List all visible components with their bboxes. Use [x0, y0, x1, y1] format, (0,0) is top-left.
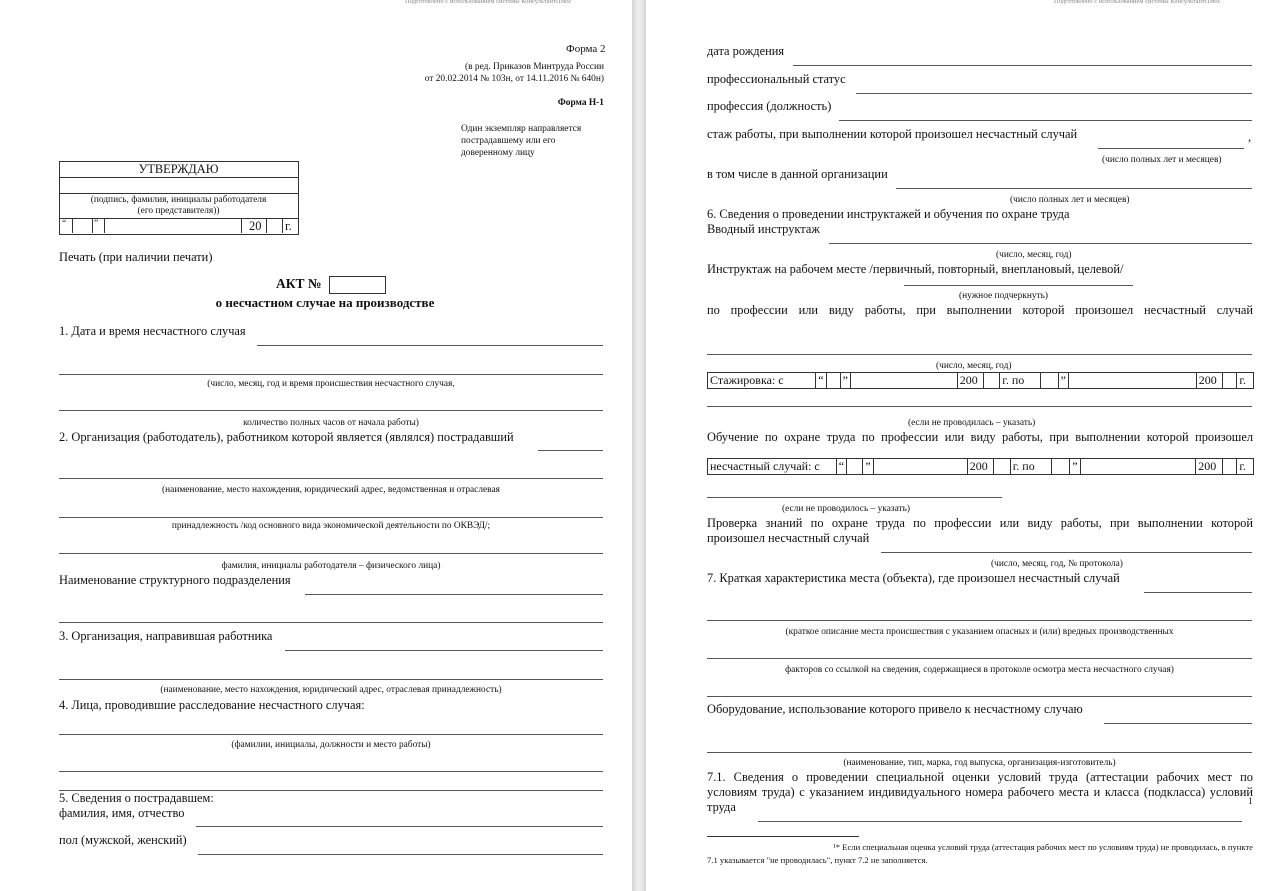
- section-7-hint-2: факторов со ссылкой на сведения, содержащиеся в протоколе осмотра места несчастного случая): [785, 665, 1174, 675]
- training-to: г. по: [1010, 459, 1051, 475]
- check-line[interactable]: [881, 552, 1252, 553]
- training-year-to-suffix[interactable]: [1222, 459, 1236, 475]
- internship-year-to: 200: [1196, 373, 1223, 389]
- prof-status-line[interactable]: [856, 93, 1252, 94]
- approve-quote-open: “: [62, 219, 67, 229]
- document-page-left: [0, 0, 632, 891]
- section-7-line-3[interactable]: [707, 658, 1252, 659]
- section-4-line-1[interactable]: [59, 734, 603, 735]
- training-strip[interactable]: [707, 458, 1254, 475]
- training-month-to[interactable]: [1080, 459, 1196, 475]
- stamp-note: Печать (при наличии печати): [59, 250, 213, 264]
- header-note-right: Подготовлено с использованием системы КонсультантПлюс: [1054, 0, 1221, 5]
- section-71-line-1: 7.1. Сведения о проведении специальной оценки условий труда (аттестации рабочих мест по: [707, 770, 1253, 784]
- section-1-hint-2: количество полных часов от начала работы): [243, 418, 419, 428]
- section-7-title: 7. Краткая характеристика места (объекта), где произошел несчастный случай: [707, 571, 1120, 585]
- training-label: несчастный случай: с: [708, 459, 837, 475]
- section-4-hint: (фамилии, инициалы, должности и место работы): [231, 740, 431, 750]
- copy-note-2: пострадавшему или его: [461, 136, 556, 146]
- form-title: Форма 2: [566, 43, 606, 55]
- section-6-title: 6. Сведения о проведении инструктажей и обучения по охране труда: [707, 207, 1070, 221]
- by-profession-text: по профессии или виду работы, при выполнении которой произошел несчастный случай: [707, 303, 1253, 317]
- internship-g: г.: [1237, 373, 1254, 389]
- birth-label: дата рождения: [707, 44, 785, 58]
- experience-label: стаж работы, при выполнении которой произошел несчастный случай: [707, 127, 1078, 141]
- section-7-line-2[interactable]: [707, 620, 1252, 621]
- approve-year-suffix: г.: [285, 219, 292, 233]
- experience-hint-2: (число полных лет и месяцев): [1010, 195, 1130, 205]
- profession-line[interactable]: [839, 120, 1252, 121]
- equipment-line-2[interactable]: [707, 752, 1252, 753]
- victim-sex-line[interactable]: [198, 854, 603, 855]
- footnote-separator: [707, 836, 859, 837]
- workplace-briefing-label: Инструктаж на рабочем месте /первичный, повторный, внеплановый, целевой/: [707, 262, 1124, 276]
- section-2-hint-1: (наименование, место нахождения, юридический адрес, ведомственная и отраслевая: [162, 485, 500, 495]
- page-divider: [632, 0, 646, 891]
- act-number-box[interactable]: [329, 276, 386, 294]
- section-1-line-3[interactable]: [59, 410, 603, 411]
- internship-month-from[interactable]: [850, 373, 957, 389]
- check-text: Проверка знаний по охране труда по профессии или виду работы, при выполнении которой: [707, 516, 1253, 530]
- experience-hint-1: (число полных лет и месяцев): [1102, 155, 1222, 165]
- not-held-hint-2: (если не проводилось – указать): [782, 504, 910, 514]
- section-2-line-3[interactable]: [59, 517, 603, 518]
- copy-note-1: Один экземпляр направляется: [461, 124, 582, 134]
- experience-comma: ,: [1248, 130, 1252, 144]
- training-note-line[interactable]: [707, 497, 1002, 498]
- section-2-line-5[interactable]: [305, 594, 603, 595]
- section-1-hint-1: (число, месяц, год и время происшествия несчастного случая,: [207, 379, 455, 389]
- not-held-hint-1: (если не проводилась – указать): [908, 418, 1036, 428]
- section-2-line-4[interactable]: [59, 553, 603, 554]
- internship-year-from-suffix[interactable]: [984, 373, 1000, 389]
- section-2-line-1[interactable]: [538, 450, 603, 451]
- footnote-1: ¹* Если специальная оценка условий труда (аттестация рабочих мест по условиям труда) не проводилась, в пункте: [833, 842, 1253, 852]
- footnote-2: 7.1 указывается "не проводилась", пункт 7.2 не заполняется.: [707, 855, 928, 865]
- intro-briefing-label: Вводный инструктаж: [707, 222, 820, 236]
- internship-label: Стажировка: с: [708, 373, 816, 389]
- equipment-line-1[interactable]: [1104, 723, 1252, 724]
- approve-quote-close: ”: [94, 219, 99, 229]
- internship-month-to[interactable]: [1069, 373, 1197, 389]
- victim-name-line[interactable]: [196, 826, 603, 827]
- victim-sex-label: пол (мужской, женский): [59, 833, 187, 847]
- section-2-hint-2: принадлежность /код основного вида экономической деятельности по ОКВЭД/;: [171, 521, 491, 531]
- section-3-hint: (наименование, место нахождения, юридический адрес, отраслевая принадлежность): [160, 685, 502, 695]
- act-label: АКТ №: [276, 276, 322, 291]
- approve-year-prefix: 20: [249, 219, 262, 233]
- training-day-from[interactable]: [847, 459, 863, 475]
- section-7-line-4[interactable]: [707, 696, 1252, 697]
- birth-line[interactable]: [793, 65, 1252, 66]
- act-subtitle: о несчастном случае на производстве: [215, 295, 435, 310]
- training-g: г.: [1237, 459, 1254, 475]
- section-5-title: 5. Сведения о пострадавшем:: [59, 791, 214, 805]
- internship-day-from[interactable]: [826, 373, 840, 389]
- internship-to: г. по: [1000, 373, 1041, 389]
- prof-status-label: профессиональный статус: [707, 72, 846, 86]
- footnote-mark: 1: [1248, 797, 1253, 807]
- section-2-sub: Наименование структурного подразделения: [59, 573, 291, 587]
- header-note: Подготовлено с использованием системы КонсультантПлюс: [405, 0, 572, 5]
- section-71-line[interactable]: [758, 821, 1242, 822]
- training-quote-open: “: [836, 459, 846, 475]
- internship-year-from: 200: [957, 373, 984, 389]
- section-4-line-2[interactable]: [59, 771, 603, 772]
- date-hint-2: (число, месяц, год): [936, 361, 1012, 371]
- training-quote-close-2: ”: [1070, 459, 1080, 475]
- section-3-title: 3. Организация, направившая работника: [59, 629, 273, 643]
- internship-day-to[interactable]: [1040, 373, 1058, 389]
- training-text: Обучение по охране труда по профессии или виду работы, при выполнении которой произошел: [707, 430, 1253, 444]
- section-2-line-2[interactable]: [59, 478, 603, 479]
- training-year-from-suffix[interactable]: [994, 459, 1010, 475]
- section-1-title: 1. Дата и время несчастного случая: [59, 324, 246, 338]
- experience-line[interactable]: [1098, 148, 1244, 149]
- experience-org-label: в том числе в данной организации: [707, 167, 888, 181]
- section-1-line-2[interactable]: [59, 374, 603, 375]
- check-text-2: произошел несчастный случай: [707, 531, 870, 545]
- internship-quote-close: ”: [840, 373, 850, 389]
- training-quote-close: ”: [863, 459, 873, 475]
- internship-quote-open: “: [816, 373, 826, 389]
- equipment-hint: (наименование, тип, марка, год выпуска, организация-изготовитель): [843, 758, 1116, 768]
- section-1-line-1[interactable]: [257, 345, 603, 346]
- internship-quote-close-2: ”: [1058, 373, 1068, 389]
- training-day-to[interactable]: [1052, 459, 1070, 475]
- by-profession-line[interactable]: [707, 354, 1252, 355]
- section-4-title: 4. Лица, проводившие расследование несчастного случая:: [59, 698, 365, 712]
- underline-hint: (нужное подчеркнуть): [959, 291, 1049, 301]
- profession-label: профессия (должность): [707, 99, 832, 113]
- document-page-right: [646, 0, 1276, 891]
- section-3-line-1[interactable]: [285, 650, 603, 651]
- equipment-label: Оборудование, использование которого привело к несчастному случаю: [707, 702, 1083, 716]
- date-hint-1: (число, месяц, год): [996, 250, 1072, 260]
- approve-signature-hint-1: (подпись, фамилия, инициалы работодателя: [90, 195, 267, 205]
- internship-year-to-suffix[interactable]: [1223, 373, 1237, 389]
- intro-briefing-line[interactable]: [829, 243, 1252, 244]
- section-71-line-3: труда: [707, 800, 736, 814]
- edition-note-2: от 20.02.2014 № 103н, от 14.11.2016 № 640н): [424, 74, 604, 84]
- section-2-hint-3: фамилия, инициалы работодателя – физического лица): [221, 561, 441, 571]
- internship-strip[interactable]: [707, 372, 1254, 389]
- form-code: Форма Н-1: [557, 98, 604, 108]
- training-month-from[interactable]: [873, 459, 967, 475]
- section-7-hint-1: (краткое описание места происшествия с указанием опасных и (или) вредных производственных: [785, 627, 1174, 637]
- internship-note-line[interactable]: [707, 406, 1252, 407]
- victim-name-label: фамилия, имя, отчество: [59, 806, 185, 820]
- section-3-line-2[interactable]: [59, 679, 603, 680]
- section-7-line-1[interactable]: [1144, 592, 1252, 593]
- copy-note-3: доверенному лицу: [461, 148, 535, 158]
- protocol-hint: (число, месяц, год, № протокола): [991, 559, 1123, 569]
- section-2-line-6[interactable]: [59, 622, 603, 623]
- approve-title: УТВЕРЖДАЮ: [138, 162, 219, 176]
- experience-org-line[interactable]: [896, 188, 1252, 189]
- training-year-from: 200: [967, 459, 994, 475]
- workplace-briefing-line[interactable]: [904, 285, 1133, 286]
- training-year-to: 200: [1196, 459, 1223, 475]
- approve-signature-hint-2: (его представителя)): [137, 206, 220, 216]
- section-71-line-2: условиям труда) с указанием индивидуального номера рабочего места и класса (подкласса) условий: [707, 785, 1253, 799]
- section-2-title: 2. Организация (работодатель), работником которой является (являлся) пострадавший: [59, 430, 514, 444]
- edition-note-1: (в ред. Приказов Минтруда России: [464, 62, 604, 72]
